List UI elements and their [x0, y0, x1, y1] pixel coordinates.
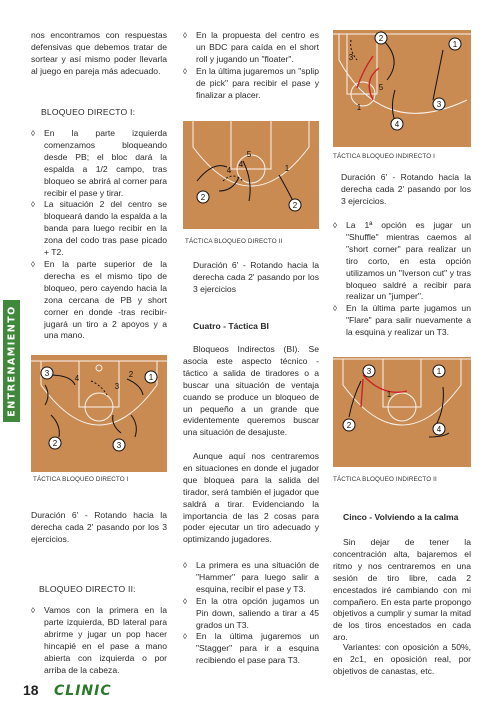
- diamond-bullet-icon: ◊: [183, 66, 187, 76]
- svg-text:2: 2: [200, 193, 206, 202]
- diagram-caption: TÁCTICA BLOQUEO DIRECTO II: [185, 238, 283, 245]
- diamond-bullet-icon: ◊: [31, 259, 35, 269]
- player-marker: [145, 371, 157, 383]
- list-item: ◊ En la parte superior de la derecha es el mismo tipo de bloqueo, pero cayendo hacia la zona cercana de PB y short corner en donde -tras recibir- jugará un tiro a 2 apoyos y a una mano.: [31, 258, 167, 341]
- magazine-logo: CLINIC: [54, 683, 112, 699]
- section-heading: Cinco - Volviendo a la calma: [343, 512, 459, 522]
- svg-text:4: 4: [74, 374, 80, 383]
- svg-text:2: 2: [128, 370, 134, 379]
- diagram-bloqueo-directo-1: [31, 355, 167, 472]
- duration-text: Duración 6' - Rotando hacia la derecha cada 2' pasando por los 3 ejercicios.: [31, 510, 167, 544]
- diamond-bullet-icon: ◊: [183, 632, 187, 642]
- intro-paragraph: nos encontramos con respuestas defensivas que debemos tratar de sortear y así mismo poder llevarla al juego en pareja más adecuado.: [31, 30, 167, 76]
- svg-text:4: 4: [226, 166, 232, 175]
- player-marker: [289, 199, 301, 211]
- svg-text:1: 1: [356, 103, 362, 112]
- list-item: ◊ En la propuesta del centro es un BDC para caída en el short roll y jugando un "floater".: [183, 30, 319, 64]
- svg-text:3: 3: [114, 382, 120, 391]
- diagram-bloqueo-indirecto-1: [333, 30, 471, 147]
- paragraph-bi: Bloqueos Indirectos (BI). Se asocia este aspecto técnico - táctico a salida de tiradores o a buscar una situación de ventaja cuando se produce un bloqueo de un pequeño a un grande que evidentemente queremos buscar una situación de desajuste.: [183, 344, 319, 438]
- diamond-bullet-icon: ◊: [333, 221, 337, 230]
- diagram-caption: TÁCTICA BLOQUEO DIRECTO I: [33, 476, 129, 483]
- player-marker: [41, 367, 53, 379]
- list-item: ◊ La primera es una situación de "Hammer" para luego salir a esquina, recibir el pase y T3.: [183, 560, 319, 594]
- diagram-bloqueo-indirecto-2: [333, 357, 471, 467]
- list-item: ◊ En la parte izquierda comenzamos bloqueando desde PB; el bloc dará la espalda a 1/2 campo, tras bloqueo se abrirá al corner para recibir el pase y tirar.: [31, 128, 167, 198]
- svg-text:3: 3: [116, 441, 122, 450]
- svg-text:4: 4: [436, 425, 442, 434]
- bullets-col2-top: [183, 30, 319, 101]
- svg-text:3: 3: [44, 369, 50, 378]
- svg-text:2: 2: [52, 439, 58, 448]
- heading-cuatro: [193, 321, 329, 333]
- svg-text:4: 4: [394, 120, 400, 129]
- section-tab-label: ENTRENAMIENTO: [6, 305, 17, 417]
- list-item: ◊ En la última jugaremos un "Stagger" para ir a esquina recibiendo el pase para T3.: [183, 631, 319, 666]
- diamond-bullet-icon: ◊: [31, 200, 35, 210]
- diamond-bullet-icon: ◊: [183, 596, 187, 606]
- bullets-col2-bottom: [183, 560, 319, 667]
- svg-text:3: 3: [366, 367, 372, 376]
- player-marker: [49, 437, 61, 449]
- player-marker: [449, 38, 461, 50]
- diagram-caption: TÁCTICA BLOQUEO INDIRECTO II: [333, 476, 437, 483]
- svg-text:5: 5: [378, 83, 384, 92]
- diagram-bloqueo-directo-2: [183, 121, 319, 229]
- player-marker: [433, 423, 445, 435]
- list-item: ◊ En la última jugaremos un "splip de pick" para recibir el pase y finalizar a placer.: [183, 65, 319, 100]
- paragraph-calma: Sin dejar de tener la concentración alta, bajaremos el ritmo y nos centraremos en una sesión de tiro libre, cada 2 encestados iré cambiando con mi compañero. En esta parte propongo objetivos a cumplir y sumar la mitad de los tiros encestados en cada aro.: [333, 537, 471, 643]
- heading-cinco: [343, 512, 481, 524]
- paragraph-bi-2: Aunque aquí nos centraremos en situaciones en donde el jugador que bloquea para la salida del tirador, será también el jugador que saldrá a tirar. Evidenciando la importancia de las 2 cosas para poder ejecutar un tiro adecuado y optimizando jugadores.: [183, 451, 319, 545]
- diamond-bullet-icon: ◊: [31, 129, 35, 138]
- list-item: ◊ En la otra opción jugamos un Pin down, saliendo a tirar a 45 grados un T3.: [183, 595, 319, 630]
- diamond-bullet-icon: ◊: [333, 304, 337, 314]
- heading-bloqueo-directo-2: [39, 584, 175, 596]
- player-marker: [433, 98, 445, 110]
- list-item: ◊ Vamos con la primera en la parte izquierda, BD lateral para abrirme y jugar un pop hacer hincapié en el pase a mano abierta con izquierda o por arriba de la cabeza.: [31, 605, 167, 675]
- player-marker: [375, 32, 387, 44]
- section-heading: BLOQUEO DIRECTO I:: [41, 107, 136, 117]
- diamond-bullet-icon: ◊: [183, 31, 187, 40]
- page-number: 18: [23, 682, 39, 698]
- bullets-bloqueo-directo-2: [31, 605, 167, 676]
- svg-text:2: 2: [346, 421, 352, 430]
- paragraph-variantes: Variantes: con oposición a 50%, en 2c1, en oposición real, por objetivos de canastas, etc.: [333, 642, 471, 676]
- svg-text:1: 1: [284, 164, 290, 173]
- player-marker: [391, 118, 403, 130]
- svg-text:1: 1: [148, 373, 154, 382]
- svg-text:1: 1: [386, 390, 392, 399]
- svg-text:1: 1: [436, 367, 442, 376]
- player-marker: [197, 191, 209, 203]
- svg-text:5: 5: [246, 150, 252, 159]
- diagram-caption: TÁCTICA BLOQUEO INDIRECTO I: [333, 153, 435, 160]
- player-marker: [433, 365, 445, 377]
- list-item: ◊ La situación 2 del centro se bloqueará dando la espalda a la banda para luego recibir en la zona del codo tras pase picado + T2.: [31, 199, 167, 258]
- list-item: ◊ La 1ª opción es jugar un "Shuffle" mientras caemos al "short corner" para realizar un tiro corto, en esta opción utilizamos un "Iverson cut" y tras bloqueo saldré a recibir para realizar un "jumper".: [333, 220, 471, 302]
- svg-text:1: 1: [452, 40, 458, 49]
- duration-text: Duración 6' - Rotando hacia la derecha cada 2' pasando por los 3 ejercicios.: [341, 172, 471, 206]
- diamond-bullet-icon: ◊: [183, 561, 187, 570]
- section-heading: BLOQUEO DIRECTO II:: [39, 584, 136, 594]
- section-tab: [3, 300, 20, 422]
- player-marker: [363, 365, 375, 377]
- column-1: [31, 30, 167, 78]
- svg-text:4: 4: [238, 160, 244, 169]
- duration-text: Duración 6' - Rotando hacia la derecha cada 2' pasando por los 3 ejercicios: [193, 260, 319, 294]
- section-heading: Cuatro - Táctica BI: [193, 321, 269, 331]
- player-marker: [343, 419, 355, 431]
- svg-text:3: 3: [348, 53, 354, 62]
- svg-text:3: 3: [436, 100, 442, 109]
- diamond-bullet-icon: ◊: [31, 606, 35, 615]
- heading-bloqueo-directo-1: [41, 107, 177, 119]
- player-marker: [113, 439, 125, 451]
- svg-text:2: 2: [378, 34, 384, 43]
- svg-text:2: 2: [292, 201, 298, 210]
- bullets-col3: [333, 220, 471, 339]
- bullets-bloqueo-directo-1: [31, 128, 167, 342]
- list-item: ◊ En la última parte jugamos un "Flare" para salir nuevamente a la esquina y realizar un T3.: [333, 303, 471, 338]
